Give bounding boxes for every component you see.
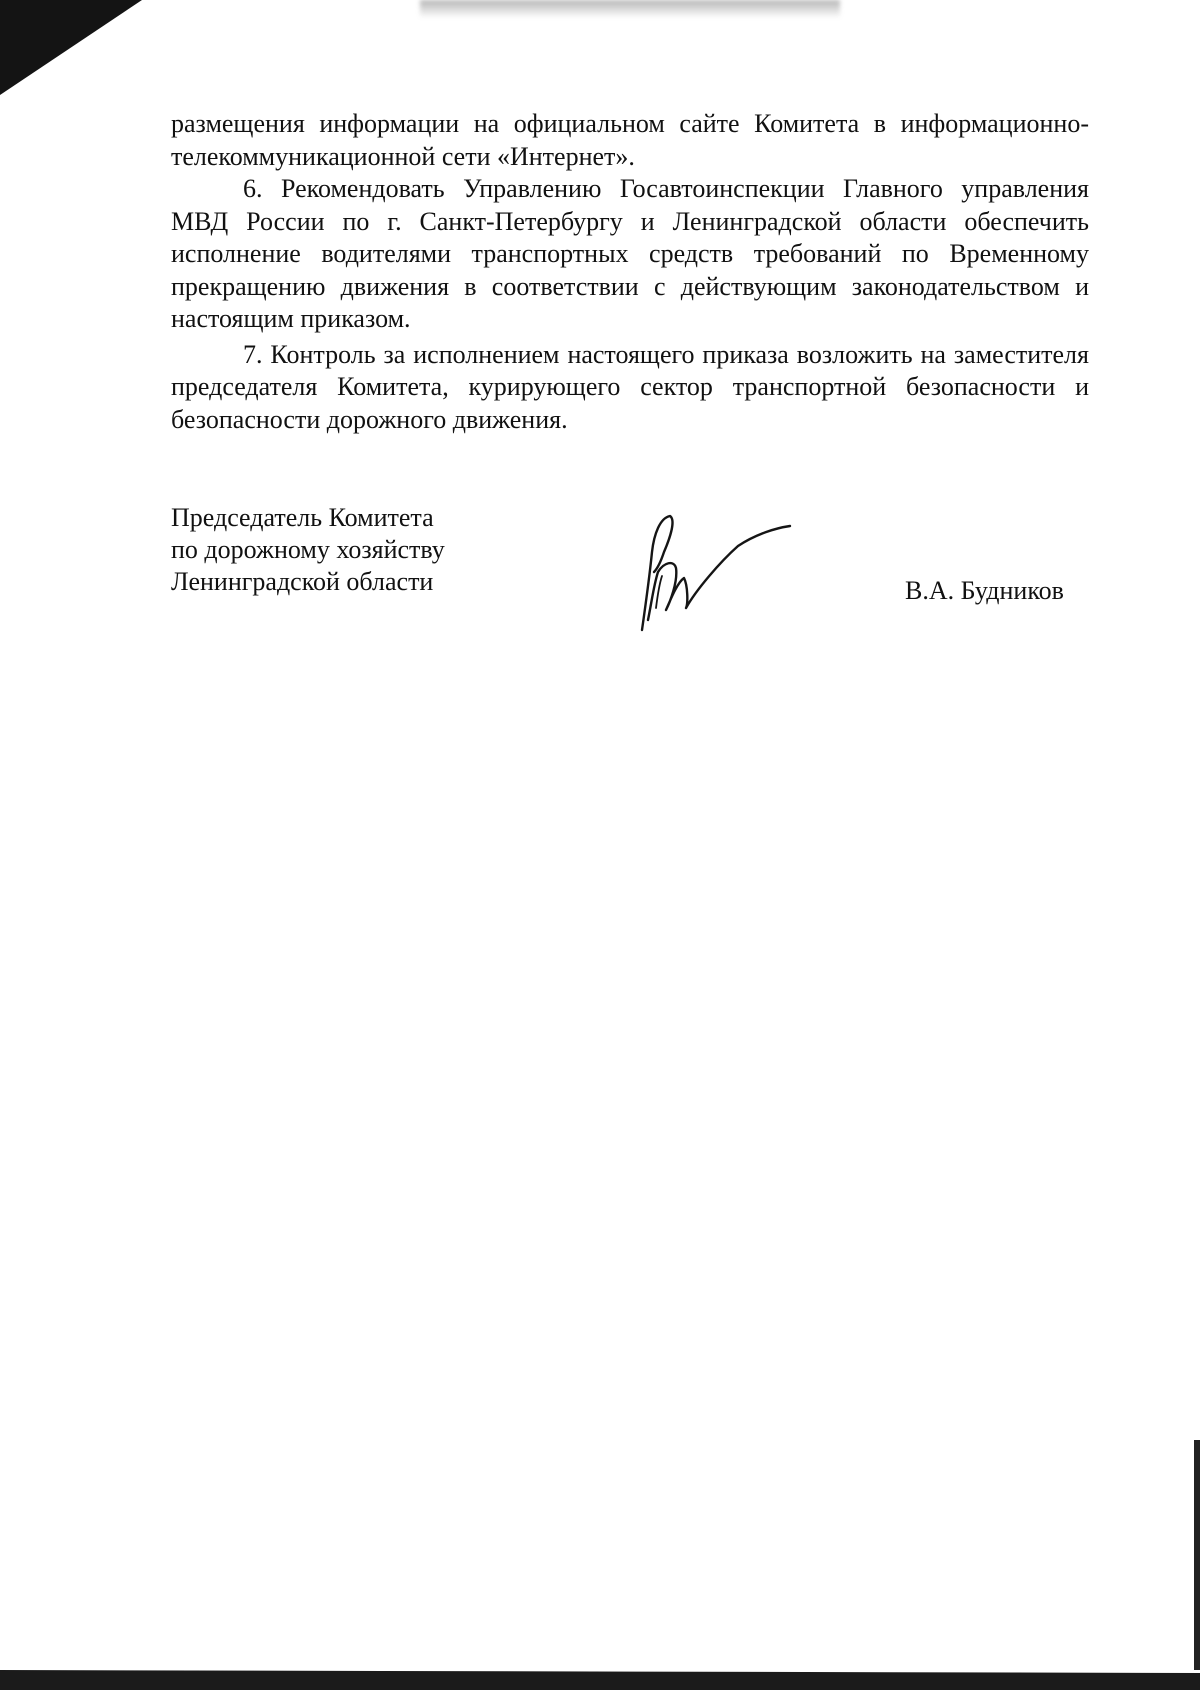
paragraph-publication: размещения информации на официальном сайте Комитета в информационно-телекоммуникационной сети «Интернет».: [171, 109, 1089, 171]
signatory-name: В.А. Будников: [905, 576, 1064, 605]
scan-corner-shadow: [0, 0, 150, 100]
signatory-title-line-1: Председатель Комитета: [171, 503, 434, 532]
scan-top-smudge: [420, 0, 840, 18]
signatory-title-line-2: по дорожному хозяйству: [171, 535, 445, 564]
paragraph-6: 6. Рекомендовать Управлению Госавтоинспекции Главного управления МВД России по г. Санкт-Петербургу и Ленинградской области обеспечить исполнение водителями транспортных средств требований по Временному прекращению движения в соответствии с действующим законодательством и настоящим приказом.: [171, 174, 1089, 333]
signatory-title-line-3: Ленинградской области: [171, 567, 434, 596]
signatory-title: [171, 502, 445, 598]
handwritten-signature: [630, 512, 800, 632]
scan-right-edge: [1194, 1440, 1200, 1670]
scan-bottom-edge: [0, 1664, 1200, 1690]
paragraph-7: 7. Контроль за исполнением настоящего приказа возложить на заместителя председателя Комитета, курирующего сектор транспортной безопасности и безопасности дорожного движения.: [171, 339, 1089, 434]
document-body: [171, 108, 1089, 436]
